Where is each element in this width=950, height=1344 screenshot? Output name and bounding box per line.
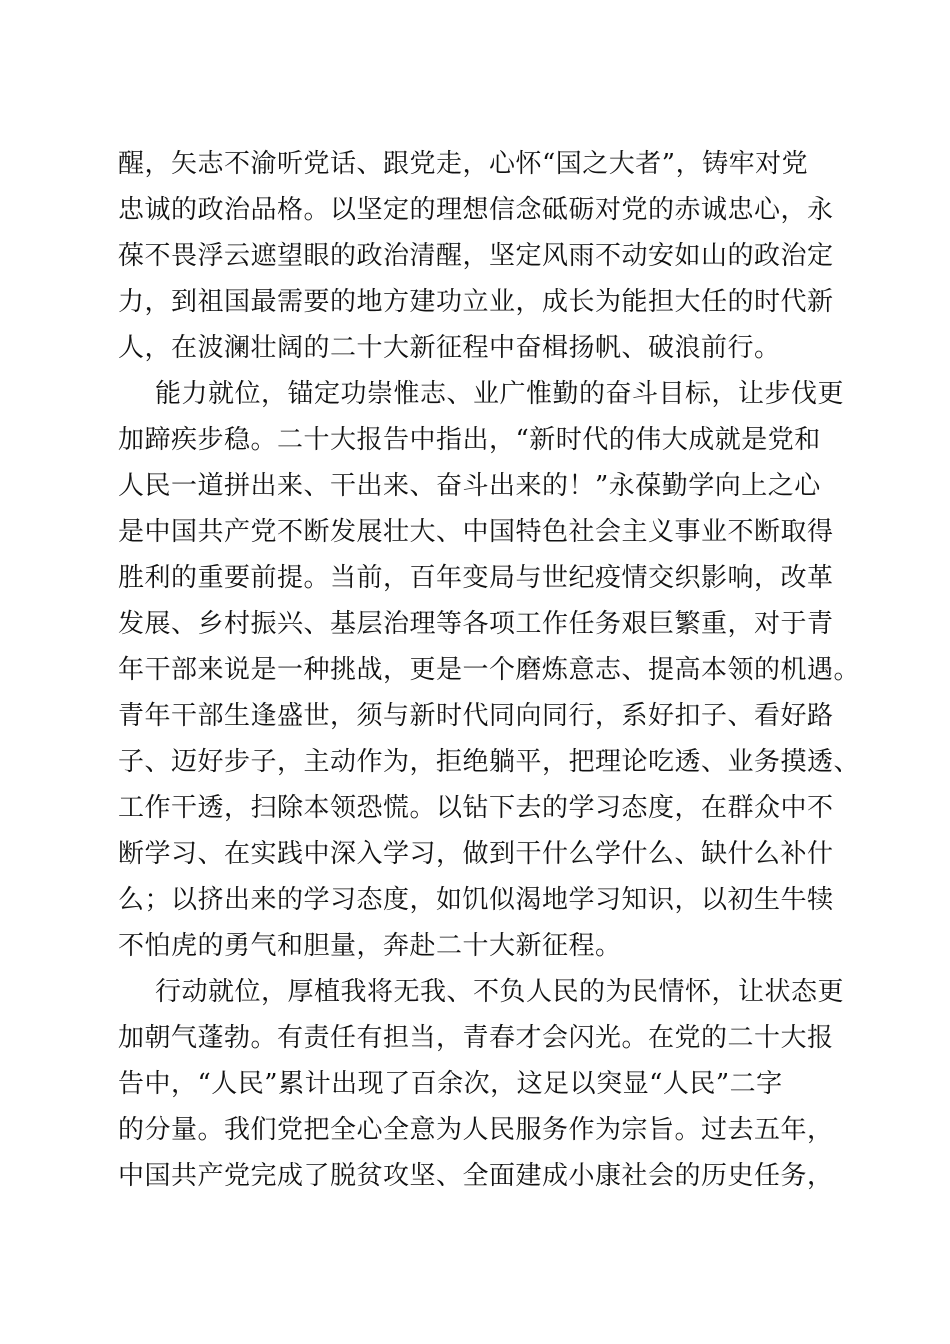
- text-line: 年干部来说是一种挑战，更是一个磨炼意志、提高本领的机遇。: [118, 655, 861, 685]
- text-line: 加蹄疾步稳。二十大报告中指出，“新时代的伟大成就是党和: [118, 425, 821, 455]
- paragraph-start-line: 行动就位，厚植我将无我、不负人民的为民情怀，让状态更: [155, 977, 845, 1007]
- text-line: 断学习、在实践中深入学习，做到干什么学什么、缺什么补什: [118, 839, 834, 869]
- text-line: 人，在波澜壮阔的二十大新征程中奋楫扬帆、破浪前行。: [118, 333, 781, 363]
- text-line: 忠诚的政治品格。以坚定的理想信念砥砺对党的赤诚忠心，永: [118, 195, 834, 225]
- text-line: 工作干透，扫除本领恐慌。以钻下去的学习态度，在群众中不: [118, 793, 834, 823]
- text-line: 么；以挤出来的学习态度，如饥似渴地学习知识，以初生牛犊: [118, 885, 834, 915]
- text-line: 告中，“人民”累计出现了百余次，这足以突显“人民”二字: [118, 1069, 783, 1099]
- text-line: 的分量。我们党把全心全意为人民服务作为宗旨。过去五年，: [118, 1115, 834, 1145]
- text-line: 是中国共产党不断发展壮大、中国特色社会主义事业不断取得: [118, 517, 834, 547]
- paragraph-start-line: 能力就位，锚定功崇惟志、业广惟勤的奋斗目标，让步伐更: [155, 379, 845, 409]
- text-line: 不怕虎的勇气和胆量，奔赴二十大新征程。: [118, 931, 622, 961]
- text-line: 醒，矢志不渝听党话、跟党走，心怀“国之大者”，铸牢对党: [118, 149, 809, 179]
- text-line: 发展、乡村振兴、基层治理等各项工作任务艰巨繁重，对于青: [118, 609, 834, 639]
- text-line: 子、迈好步子，主动作为，拒绝躺平，把理论吃透、业务摸透、: [118, 747, 861, 777]
- text-line: 人民一道拼出来、干出来、奋斗出来的！”永葆勤学向上之心: [118, 471, 821, 501]
- text-line: 加朝气蓬勃。有责任有担当，青春才会闪光。在党的二十大报: [118, 1023, 834, 1053]
- text-line: 青年干部生逢盛世，须与新时代同向同行，系好扣子、看好路: [118, 701, 834, 731]
- text-line: 中国共产党完成了脱贫攻坚、全面建成小康社会的历史任务，: [118, 1161, 834, 1191]
- body-text: [118, 141, 861, 1199]
- text-line: 力，到祖国最需要的地方建功立业，成长为能担大任的时代新: [118, 287, 834, 317]
- text-line: 胜利的重要前提。当前，百年变局与世纪疫情交织影响，改革: [118, 563, 834, 593]
- text-line: 葆不畏浮云遮望眼的政治清醒，坚定风雨不动安如山的政治定: [118, 241, 834, 271]
